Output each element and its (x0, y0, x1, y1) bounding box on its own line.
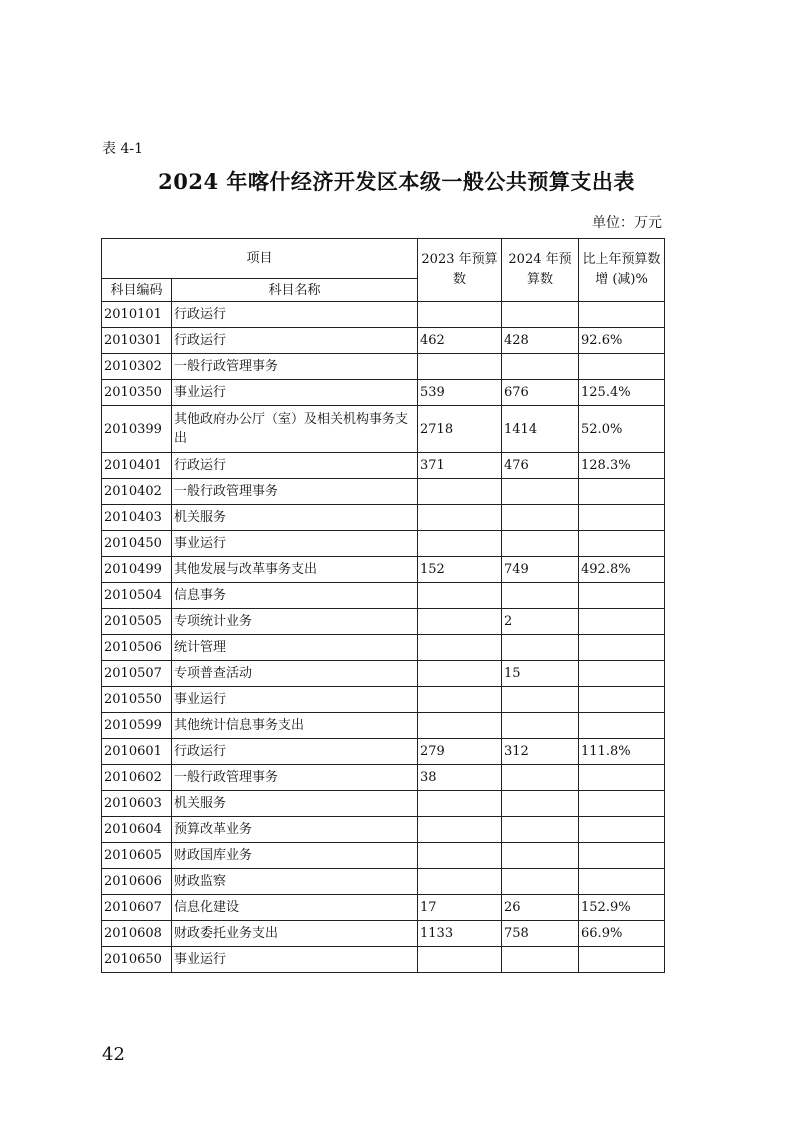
table-row (102, 947, 665, 973)
table-row (102, 583, 665, 609)
cell-budget-2023: 38 (418, 765, 502, 791)
cell-change (579, 609, 665, 635)
cell-budget-2023 (418, 817, 502, 843)
cell-budget-2023: 1133 (418, 921, 502, 947)
budget-table (101, 238, 665, 973)
cell-budget-2024 (502, 635, 579, 661)
cell-budget-2024 (502, 817, 579, 843)
table-row (102, 380, 665, 406)
cell-name: 一般行政管理事务 (172, 765, 418, 791)
cell-budget-2023: 371 (418, 453, 502, 479)
cell-change (579, 302, 665, 328)
cell-budget-2024 (502, 947, 579, 973)
cell-code: 2010302 (102, 354, 172, 380)
cell-change (579, 635, 665, 661)
cell-name: 行政运行 (172, 328, 418, 354)
cell-budget-2023: 152 (418, 557, 502, 583)
header-item: 项目 (102, 239, 418, 279)
cell-name: 事业运行 (172, 687, 418, 713)
cell-name: 信息化建设 (172, 895, 418, 921)
cell-change: 66.9% (579, 921, 665, 947)
cell-name: 其他政府办公厅（室）及相关机构事务支出 (172, 406, 418, 453)
cell-budget-2024: 1414 (502, 406, 579, 453)
table-row (102, 661, 665, 687)
cell-change: 125.4% (579, 380, 665, 406)
table-row (102, 635, 665, 661)
page-number: 42 (102, 1044, 125, 1065)
table-row (102, 302, 665, 328)
page-title: 2024 年喀什经济开发区本级一般公共预算支出表 (158, 169, 635, 194)
cell-code: 2010506 (102, 635, 172, 661)
table-row (102, 354, 665, 380)
header-name: 科目名称 (172, 279, 418, 302)
cell-budget-2023: 539 (418, 380, 502, 406)
cell-budget-2024 (502, 354, 579, 380)
cell-code: 2010601 (102, 739, 172, 765)
cell-name: 行政运行 (172, 453, 418, 479)
cell-code: 2010505 (102, 609, 172, 635)
cell-budget-2023 (418, 505, 502, 531)
table-row (102, 895, 665, 921)
cell-budget-2023 (418, 661, 502, 687)
cell-budget-2024 (502, 791, 579, 817)
cell-change (579, 947, 665, 973)
cell-code: 2010604 (102, 817, 172, 843)
cell-change (579, 479, 665, 505)
table-row (102, 557, 665, 583)
table-row (102, 921, 665, 947)
table-row (102, 817, 665, 843)
cell-change (579, 354, 665, 380)
cell-name: 一般行政管理事务 (172, 479, 418, 505)
cell-budget-2024 (502, 505, 579, 531)
cell-name: 信息事务 (172, 583, 418, 609)
header-budget-2024: 2024 年预算数 (502, 239, 579, 302)
cell-budget-2024: 2 (502, 609, 579, 635)
cell-code: 2010606 (102, 869, 172, 895)
cell-code: 2010507 (102, 661, 172, 687)
cell-name: 一般行政管理事务 (172, 354, 418, 380)
cell-code: 2010650 (102, 947, 172, 973)
cell-code: 2010607 (102, 895, 172, 921)
table-row (102, 505, 665, 531)
cell-budget-2024 (502, 531, 579, 557)
cell-name: 专项普查活动 (172, 661, 418, 687)
cell-budget-2023 (418, 635, 502, 661)
cell-code: 2010499 (102, 557, 172, 583)
cell-code: 2010605 (102, 843, 172, 869)
cell-code: 2010101 (102, 302, 172, 328)
cell-code: 2010602 (102, 765, 172, 791)
cell-change: 92.6% (579, 328, 665, 354)
cell-code: 2010603 (102, 791, 172, 817)
cell-budget-2024: 26 (502, 895, 579, 921)
cell-name: 其他发展与改革事务支出 (172, 557, 418, 583)
cell-budget-2024 (502, 713, 579, 739)
cell-name: 事业运行 (172, 947, 418, 973)
cell-budget-2024: 312 (502, 739, 579, 765)
cell-code: 2010504 (102, 583, 172, 609)
cell-change: 492.8% (579, 557, 665, 583)
cell-code: 2010403 (102, 505, 172, 531)
cell-name: 财政监察 (172, 869, 418, 895)
table-header (102, 239, 665, 302)
unit-label: 单位：万元 (592, 215, 662, 231)
cell-name: 机关服务 (172, 505, 418, 531)
cell-name: 机关服务 (172, 791, 418, 817)
cell-budget-2023: 279 (418, 739, 502, 765)
cell-change: 152.9% (579, 895, 665, 921)
header-change: 比上年预算数增 (减)% (579, 239, 665, 302)
cell-name: 其他统计信息事务支出 (172, 713, 418, 739)
table-row (102, 687, 665, 713)
table-row (102, 479, 665, 505)
cell-name: 财政委托业务支出 (172, 921, 418, 947)
cell-budget-2023 (418, 843, 502, 869)
table-row (102, 765, 665, 791)
cell-budget-2023 (418, 354, 502, 380)
cell-budget-2024 (502, 302, 579, 328)
cell-budget-2023 (418, 531, 502, 557)
cell-code: 2010402 (102, 479, 172, 505)
cell-code: 2010401 (102, 453, 172, 479)
cell-budget-2024 (502, 479, 579, 505)
cell-change (579, 583, 665, 609)
cell-name: 行政运行 (172, 302, 418, 328)
cell-change (579, 869, 665, 895)
cell-budget-2024 (502, 869, 579, 895)
cell-code: 2010550 (102, 687, 172, 713)
header-code: 科目编码 (102, 279, 172, 302)
cell-budget-2024 (502, 583, 579, 609)
cell-change: 128.3% (579, 453, 665, 479)
table-row (102, 843, 665, 869)
cell-change (579, 505, 665, 531)
cell-budget-2023 (418, 713, 502, 739)
table-row (102, 609, 665, 635)
table-body (102, 302, 665, 973)
cell-code: 2010450 (102, 531, 172, 557)
cell-change: 111.8% (579, 739, 665, 765)
cell-budget-2023: 2718 (418, 406, 502, 453)
cell-budget-2023 (418, 791, 502, 817)
cell-budget-2024: 15 (502, 661, 579, 687)
cell-budget-2023: 17 (418, 895, 502, 921)
cell-budget-2024: 749 (502, 557, 579, 583)
table-row (102, 713, 665, 739)
cell-code: 2010399 (102, 406, 172, 453)
cell-budget-2024 (502, 843, 579, 869)
table-row (102, 791, 665, 817)
header-budget-2023: 2023 年预算数 (418, 239, 502, 302)
cell-change (579, 713, 665, 739)
cell-name: 统计管理 (172, 635, 418, 661)
cell-budget-2024: 428 (502, 328, 579, 354)
cell-budget-2024: 676 (502, 380, 579, 406)
cell-budget-2023: 462 (418, 328, 502, 354)
cell-change (579, 817, 665, 843)
cell-budget-2023 (418, 609, 502, 635)
cell-change (579, 843, 665, 869)
cell-budget-2023 (418, 869, 502, 895)
cell-change: 52.0% (579, 406, 665, 453)
cell-code: 2010350 (102, 380, 172, 406)
cell-budget-2024: 758 (502, 921, 579, 947)
cell-budget-2024 (502, 687, 579, 713)
cell-name: 财政国库业务 (172, 843, 418, 869)
table-row (102, 328, 665, 354)
cell-change (579, 687, 665, 713)
cell-change (579, 531, 665, 557)
cell-budget-2023 (418, 302, 502, 328)
table-row (102, 453, 665, 479)
cell-budget-2023 (418, 687, 502, 713)
table-row (102, 869, 665, 895)
cell-name: 事业运行 (172, 531, 418, 557)
cell-name: 专项统计业务 (172, 609, 418, 635)
cell-budget-2023 (418, 583, 502, 609)
cell-change (579, 765, 665, 791)
table-label: 表 4-1 (102, 141, 143, 157)
cell-change (579, 661, 665, 687)
cell-change (579, 791, 665, 817)
cell-code: 2010599 (102, 713, 172, 739)
table-row (102, 531, 665, 557)
cell-name: 行政运行 (172, 739, 418, 765)
cell-budget-2024 (502, 765, 579, 791)
cell-name: 预算改革业务 (172, 817, 418, 843)
table-row (102, 739, 665, 765)
cell-budget-2024: 476 (502, 453, 579, 479)
cell-code: 2010608 (102, 921, 172, 947)
cell-budget-2023 (418, 947, 502, 973)
cell-budget-2023 (418, 479, 502, 505)
table-row (102, 406, 665, 453)
cell-name: 事业运行 (172, 380, 418, 406)
cell-code: 2010301 (102, 328, 172, 354)
